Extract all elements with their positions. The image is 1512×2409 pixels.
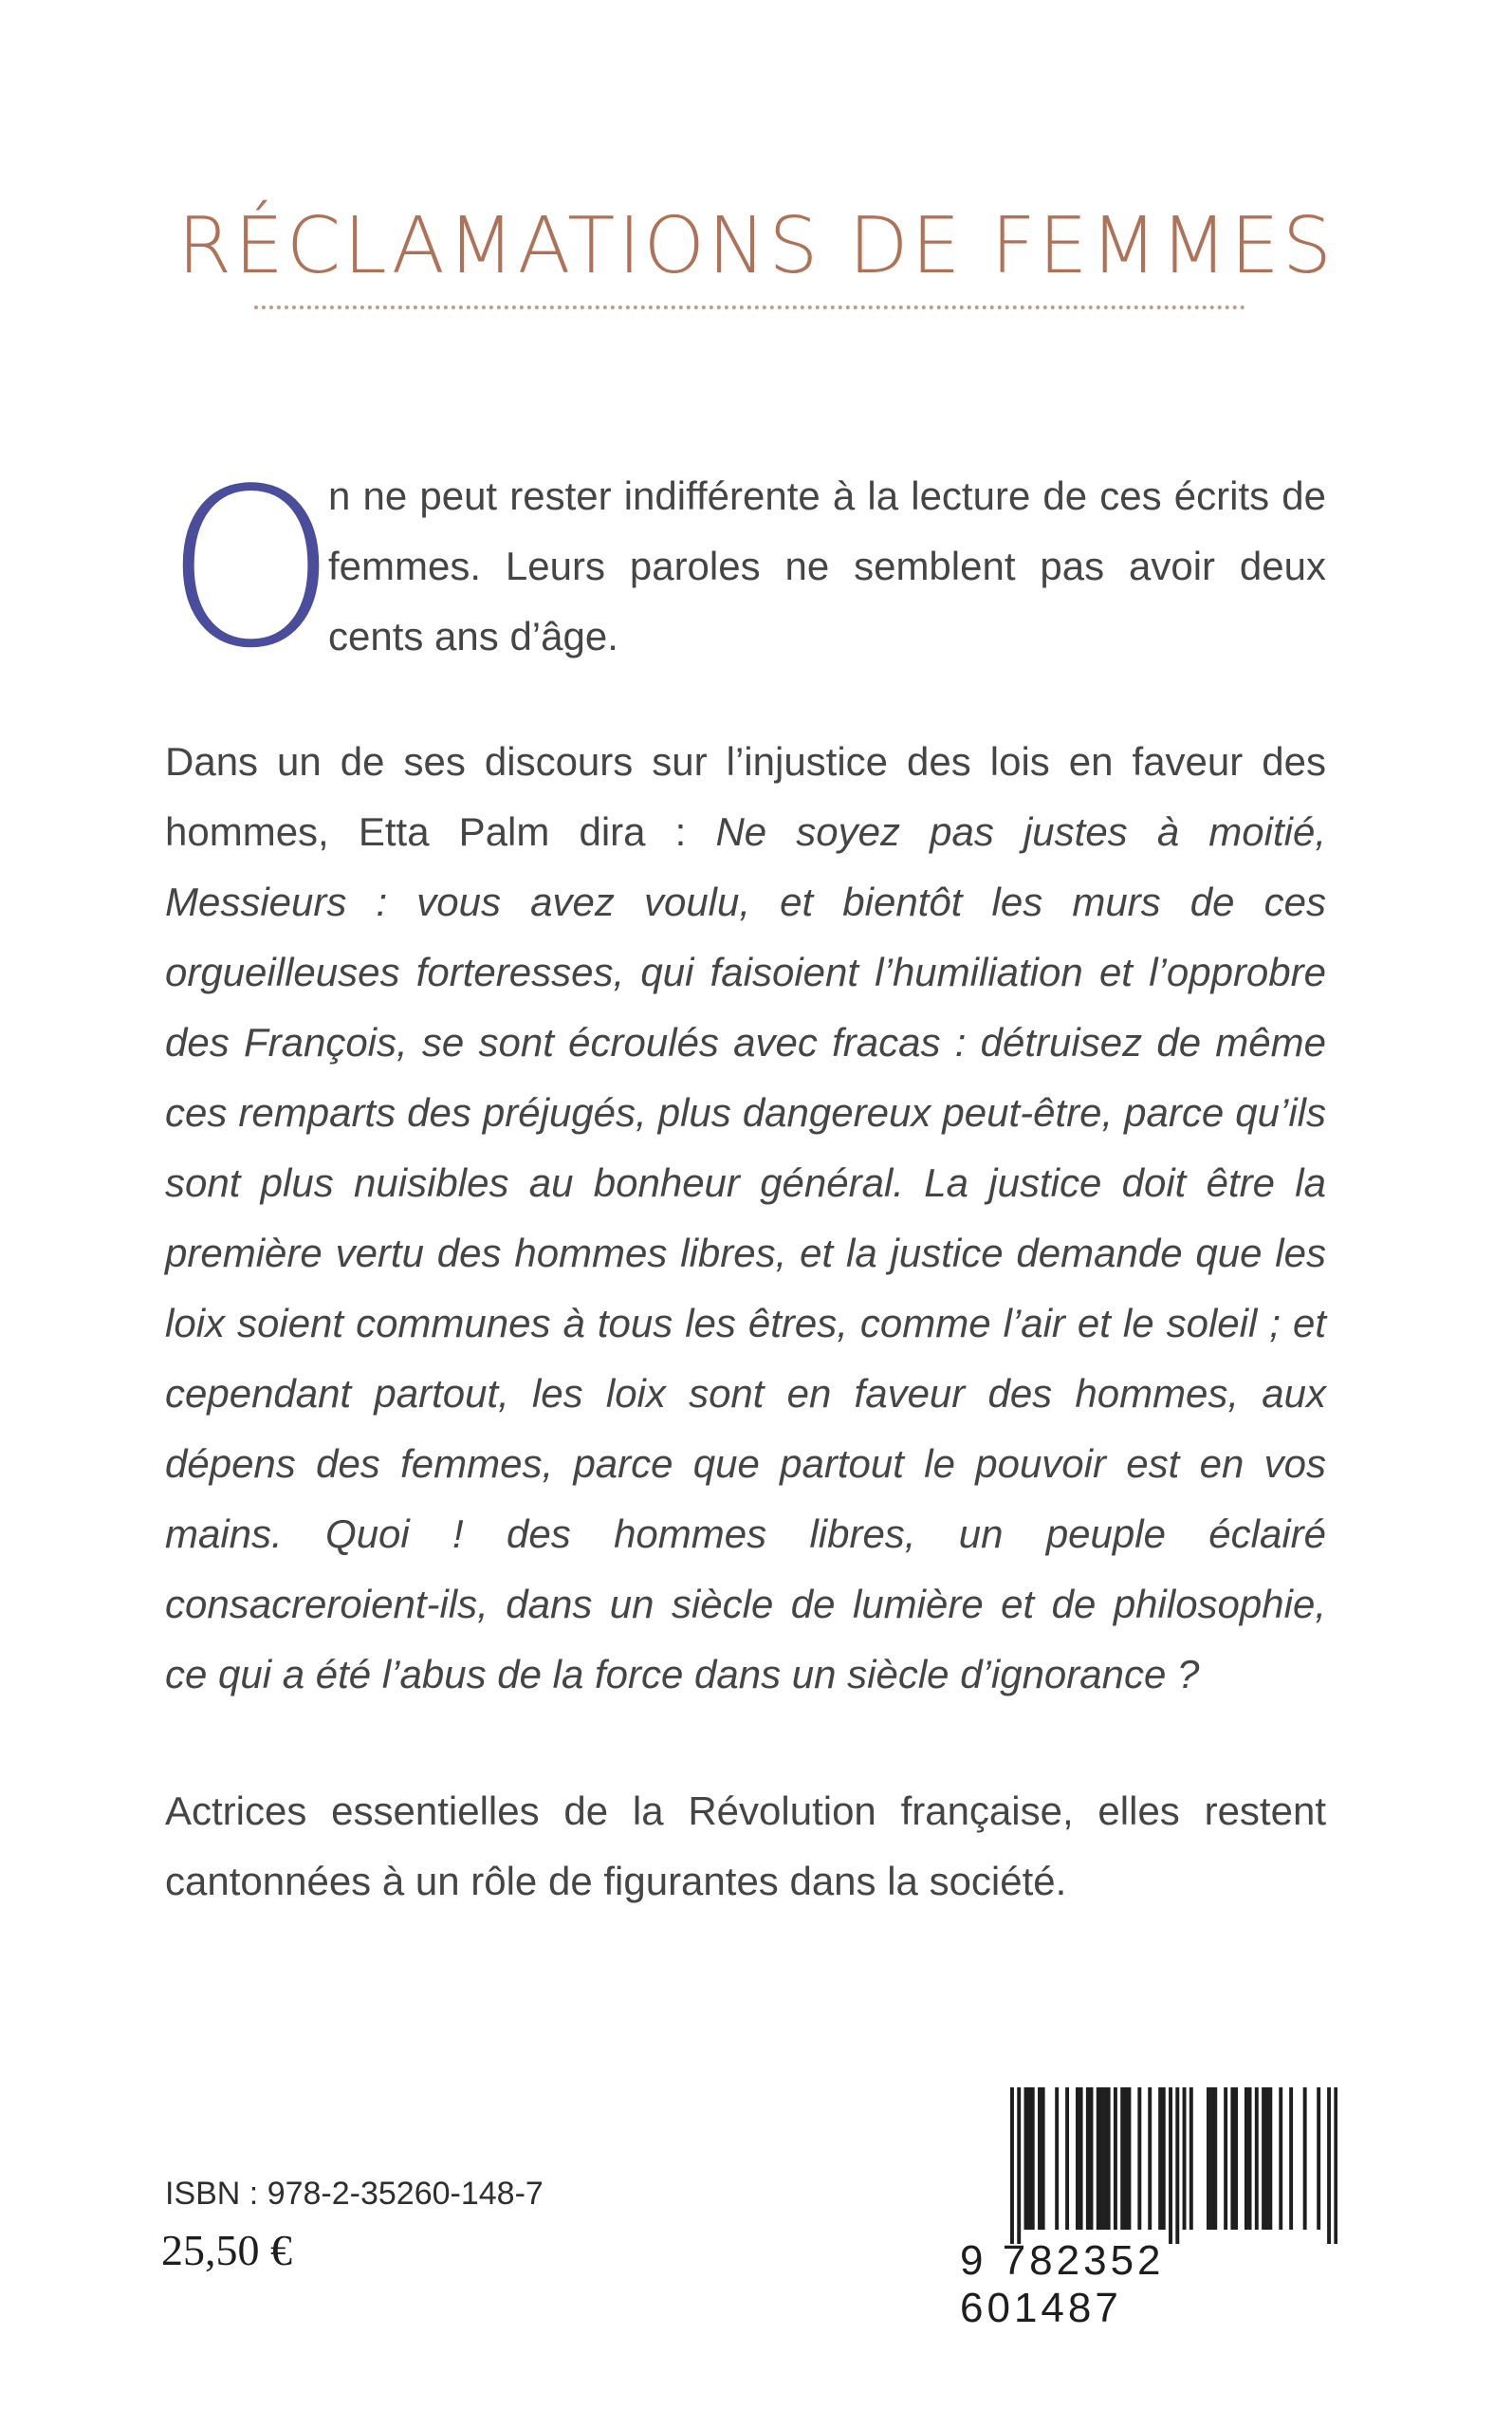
barcode-bar: [1262, 2087, 1265, 2230]
barcode-bar: [1148, 2087, 1152, 2230]
price-label: 25,50 €: [161, 2226, 292, 2274]
barcode-bar: [1076, 2087, 1079, 2230]
barcode-bar: [1017, 2087, 1021, 2244]
barcode-bar: [1124, 2087, 1128, 2230]
barcode-bar: [1234, 2087, 1238, 2230]
barcode-bar: [1248, 2087, 1252, 2230]
barcode-bar: [1065, 2087, 1069, 2230]
book-title: RÉCLAMATIONS DE FEMMES: [177, 201, 1335, 291]
barcode-bar: [1162, 2087, 1166, 2230]
barcode-bar: [1183, 2087, 1187, 2230]
barcode-bar: [1107, 2087, 1111, 2230]
barcode-bar: [1031, 2087, 1035, 2230]
barcode-bar: [1317, 2087, 1320, 2230]
barcode-bar: [1120, 2087, 1124, 2230]
barcode-bar: [1137, 2087, 1141, 2230]
barcode-bar: [1268, 2087, 1272, 2230]
barcode-bar: [1055, 2087, 1059, 2230]
barcode-bar: [1079, 2087, 1083, 2230]
barcode-bar: [1230, 2087, 1234, 2230]
barcode-bar: [1245, 2087, 1248, 2230]
intro-paragraph: n ne peut rester indifférente à la lecture de ces écrits de femmes. Leurs paroles ne semblent pas avoir deux cents ans d’âge.: [328, 473, 1326, 658]
barcode-bar: [1127, 2087, 1131, 2230]
dotted-divider: [254, 306, 1245, 309]
barcode-bar: [1279, 2087, 1282, 2230]
barcode-bar: [1213, 2087, 1217, 2230]
barcode-bar: [1210, 2087, 1214, 2230]
barcode-bar: [1265, 2087, 1269, 2230]
barcode-bar: [1114, 2087, 1117, 2230]
barcode-bar: [1255, 2087, 1259, 2230]
barcode-bar: [1097, 2087, 1100, 2230]
barcode-digits: 9 782352 601487: [960, 2237, 1165, 2331]
barcode-bar: [1175, 2087, 1179, 2244]
barcode-bar: [1158, 2087, 1162, 2230]
barcode-bar: [1024, 2087, 1028, 2230]
barcode-bar: [1103, 2087, 1107, 2230]
barcode-bar: [1090, 2087, 1094, 2230]
barcode-bar: [1224, 2087, 1227, 2230]
barcode-bar: [1038, 2087, 1042, 2230]
isbn-label: ISBN : 978-2-35260-148-7: [165, 2176, 544, 2212]
drop-cap-letter: O: [165, 443, 338, 696]
barcode-bar: [1010, 2087, 1014, 2244]
barcode-bar: [1189, 2087, 1193, 2230]
etta-palm-quote: Ne soyez pas justes à moitié, Messieurs : vous avez voulu, et bientôt les murs de ces orgueilleuses forteresses, qui faisoient l’humiliation et l’opprobre des François, se sont écroulés avec fracas : détruisez de même ces remparts des préjugés, plus dangereux peut-être, parce qu’ils sont plus nuisibles au bonheur général. La justice doit être la première vertu des hommes libres, et la justice demande que les loix soient communes à tous les êtres, comme l’air et le soleil ; et cependant partout, les loix sont en faveur des hommes, aux dépens des femmes, parce que partout le pouvoir est en vos mains. Quoi ! des hommes libres, un peuple éclairé consacreroient-ils, dans un siècle de lumière et de philosophie, ce qui a été l’abus de la force dans un siècle d’ignorance ?: [165, 809, 1326, 1696]
barcode-bar: [1169, 2087, 1172, 2244]
barcode-bar: [1086, 2087, 1090, 2230]
quote-lead-text: Dans un de ses discours sur l’injustice des lois en faveur des hommes, Etta Palm dira :: [165, 739, 1326, 854]
barcode-bar: [1327, 2087, 1331, 2244]
barcode-bar: [1289, 2087, 1293, 2230]
barcode-bar: [1042, 2087, 1045, 2230]
barcode-bars-icon: [1010, 2087, 1337, 2244]
quote-paragraph: [165, 727, 1326, 1710]
barcode-bar: [1027, 2087, 1031, 2230]
barcode-bar: [1303, 2087, 1307, 2230]
barcode-bar: [1334, 2087, 1337, 2244]
barcode-bar: [1207, 2087, 1210, 2230]
closing-paragraph: Actrices essentielles de la Révolution française, elles restent cantonnées à un rôle de figurantes dans la société.: [165, 1788, 1326, 1903]
barcode-bar: [1099, 2087, 1103, 2230]
